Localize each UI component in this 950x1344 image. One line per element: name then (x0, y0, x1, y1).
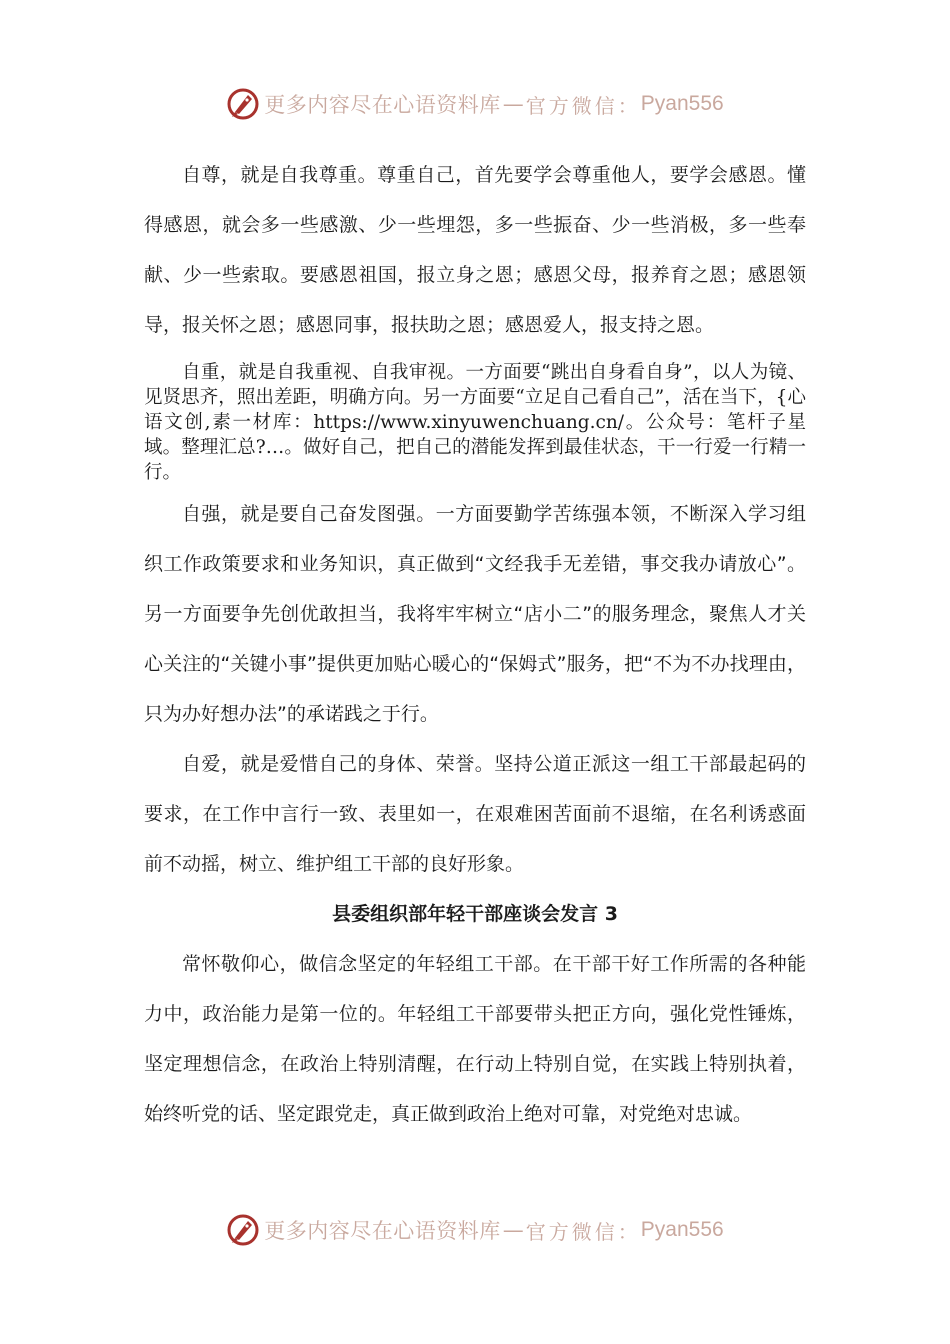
banner-site-text: 更多内容尽在心语资料库 (264, 93, 501, 117)
footer-banner (0, 1210, 950, 1250)
document-body (144, 150, 806, 1139)
banner-dash: — (502, 1218, 524, 1242)
section-heading: 县委组织部年轻干部座谈会发言 3 (332, 903, 618, 925)
paragraph-self-strength: 自强，就是要自己奋发图强。一方面要勤学苦练强本领，不断深入学习组织工作政策要求和业务知识，真正做到“文经我手无差错，事交我办请放心”。另一方面要争先创优敢担当，我将牢牢树立“店小二”的服务理念，聚焦人才关心关注的“关键小事”提供更加贴心暖心的“保姆式”服务，把“不为不办找理由，只为办好想办法”的承诺践之于行。 (144, 503, 806, 725)
pen-nib-logo-icon (226, 87, 260, 121)
paragraph-faith: 常怀敬仰心，做信念坚定的年轻组工干部。在干部干好工作所需的各种能力中，政治能力是第一位的。年轻组工干部要带头把正方向，强化党性锤炼，坚定理想信念，在政治上特别清醒，在行动上特别自觉，在实践上特别执着，始终听党的话、坚定跟党走，真正做到政治上绝对可靠，对党绝对忠诚。 (144, 953, 806, 1125)
pen-nib-logo-icon (226, 1213, 260, 1247)
header-banner (0, 84, 950, 124)
banner-wechat-label: 官方微信： (525, 93, 641, 118)
banner-site-text: 更多内容尽在心语资料库 (264, 1219, 501, 1243)
banner-wechat-id: Pyan556 (640, 1218, 724, 1241)
banner-dash: — (502, 92, 524, 116)
paragraph-self-respect: 自尊，就是自我尊重。尊重自己，首先要学会尊重他人，要学会感恩。懂得感恩，就会多一些感激、少一些埋怨，多一些振奋、少一些消极，多一些奉献、少一些索取。要感恩祖国，报立身之恩；感恩父母，报养育之恩；感恩领导，报关怀之恩；感恩同事，报扶助之恩；感恩爱人，报支持之恩。 (144, 164, 806, 336)
paragraph-self-regard: 自重，就是自我重视、自我审视。一方面要“跳出自身看自身”，以人为镜、见贤思齐，照出差距，明确方向。另一方面要“立足自己看自己”，活在当下，{心语文创,素一材库：https://www.xinyuwenchuang.cn/。公众号：笔杆子星域。整理汇总?…。做好自己，把自己的潜能发挥到最佳状态，干一行爱一行精一行。 (144, 362, 806, 483)
paragraph-self-love: 自爱，就是爱惜自己的身体、荣誉。坚持公道正派这一组工干部最起码的要求，在工作中言行一致、表里如一，在艰难困苦面前不退缩，在名利诱惑面前不动摇，树立、维护组工干部的良好形象。 (144, 753, 806, 875)
banner-wechat-label: 官方微信： (525, 1219, 641, 1244)
banner-wechat-id: Pyan556 (640, 92, 724, 115)
